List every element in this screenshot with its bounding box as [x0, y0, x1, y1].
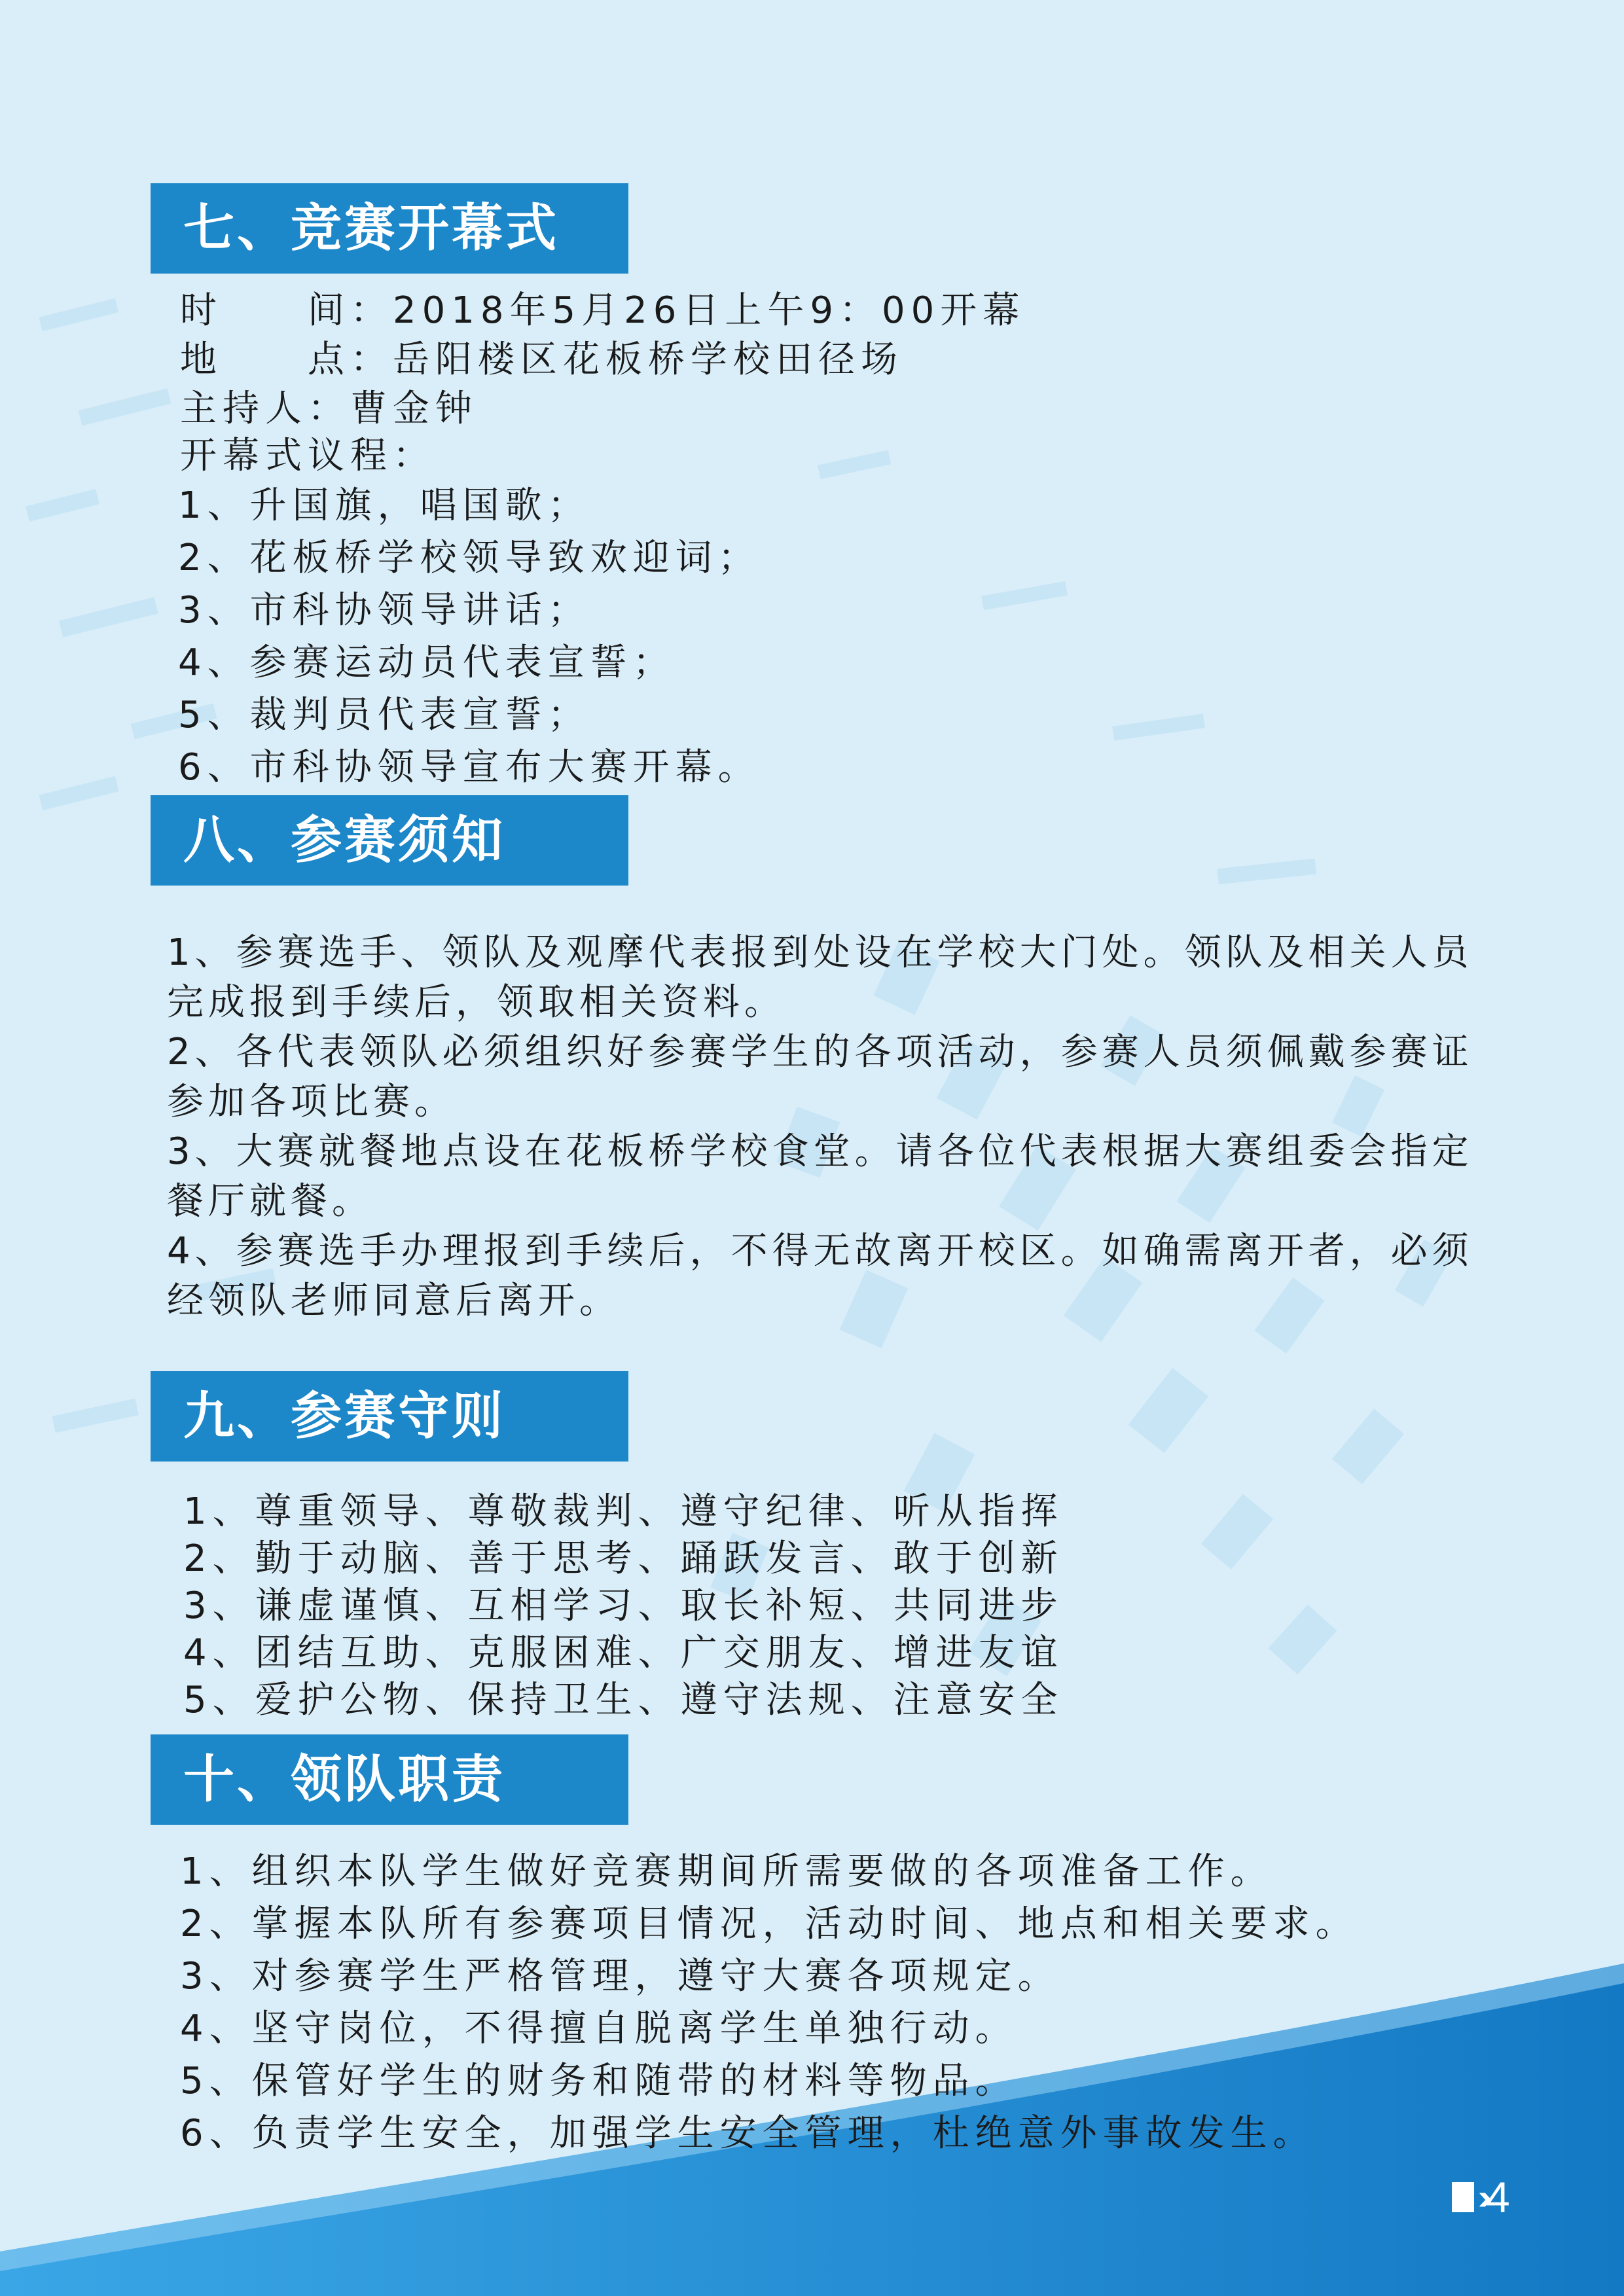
- heading-opening-ceremony: 七、竞赛开幕式: [151, 183, 628, 274]
- agenda-item: 2、花板桥学校领导致欢迎词；: [178, 537, 761, 579]
- rule-item: 3、谦虚谨慎、互相学习、取长补短、共同进步: [183, 1585, 1064, 1627]
- heading-leader-duties: 十、领队职责: [151, 1734, 628, 1825]
- duty-item: 6、负责学生安全，加强学生安全管理，杜绝意外事故发生。: [180, 2112, 1316, 2155]
- agenda-item: 3、市科协领导讲话；: [178, 589, 590, 632]
- page-number: [1452, 2174, 1510, 2220]
- agenda-item: 5、裁判员代表宣誓；: [178, 694, 590, 736]
- rule-item: 2、勤于动脑、善于思考、踊跃发言、敢于创新: [183, 1537, 1064, 1580]
- double-chevron-icon: ››: [1478, 2178, 1483, 2217]
- duty-item: 4、坚守岗位，不得擅自脱离学生单独行动。: [180, 2007, 1018, 2050]
- agenda-item: 6、市科协领导宣布大赛开幕。: [178, 746, 761, 789]
- ceremony-agenda-title: 开幕式议程：: [180, 435, 435, 477]
- ceremony-time: 时 间：2018年5月26日上午9：00开幕: [180, 289, 1026, 332]
- ceremony-location: 地 点：岳阳楼区花板桥学校田径场: [180, 338, 903, 381]
- agenda-item: 4、参赛运动员代表宣誓；: [178, 641, 676, 684]
- duty-item: 5、保管好学生的财务和随带的材料等物品。: [180, 2060, 1018, 2102]
- duty-item: 2、掌握本队所有参赛项目情况，活动时间、地点和相关要求。: [180, 1903, 1358, 1945]
- rule-item: 4、团结互助、克服困难、广交朋友、增进友谊: [183, 1632, 1064, 1674]
- ceremony-host: 主持人：曹金钟: [180, 387, 478, 430]
- square-icon: [1452, 2182, 1474, 2212]
- heading-rules: 九、参赛守则: [151, 1371, 628, 1462]
- duty-item: 3、对参赛学生严格管理，遵守大赛各项规定。: [180, 1955, 1060, 1998]
- rule-item: 1、尊重领导、尊敬裁判、遵守纪律、听从指挥: [183, 1490, 1064, 1533]
- notice-paragraph: 3、大赛就餐地点设在花板桥学校食堂。请各位代表根据大赛组委会指定餐厅就餐。: [167, 1130, 1473, 1223]
- notice-paragraph: 2、各代表领队必须组织好参赛学生的各项活动，参赛人员须佩戴参赛证参加各项比赛。: [167, 1031, 1473, 1123]
- heading-notices: 八、参赛须知: [151, 795, 628, 886]
- page-number-text: 4: [1485, 2173, 1510, 2221]
- agenda-item: 1、升国旗，唱国歌；: [178, 484, 590, 527]
- notice-paragraph: 4、参赛选手办理报到手续后，不得无故离开校区。如确需离开者，必须经领队老师同意后离开。: [167, 1230, 1473, 1322]
- duty-item: 1、组织本队学生做好竞赛期间所需要做的各项准备工作。: [180, 1850, 1273, 1893]
- rule-item: 5、爱护公物、保持卫生、遵守法规、注意安全: [183, 1679, 1064, 1721]
- notice-paragraph: 1、参赛选手、领队及观摩代表报到处设在学校大门处。领队及相关人员完成报到手续后，领取相关资料。: [167, 931, 1473, 1024]
